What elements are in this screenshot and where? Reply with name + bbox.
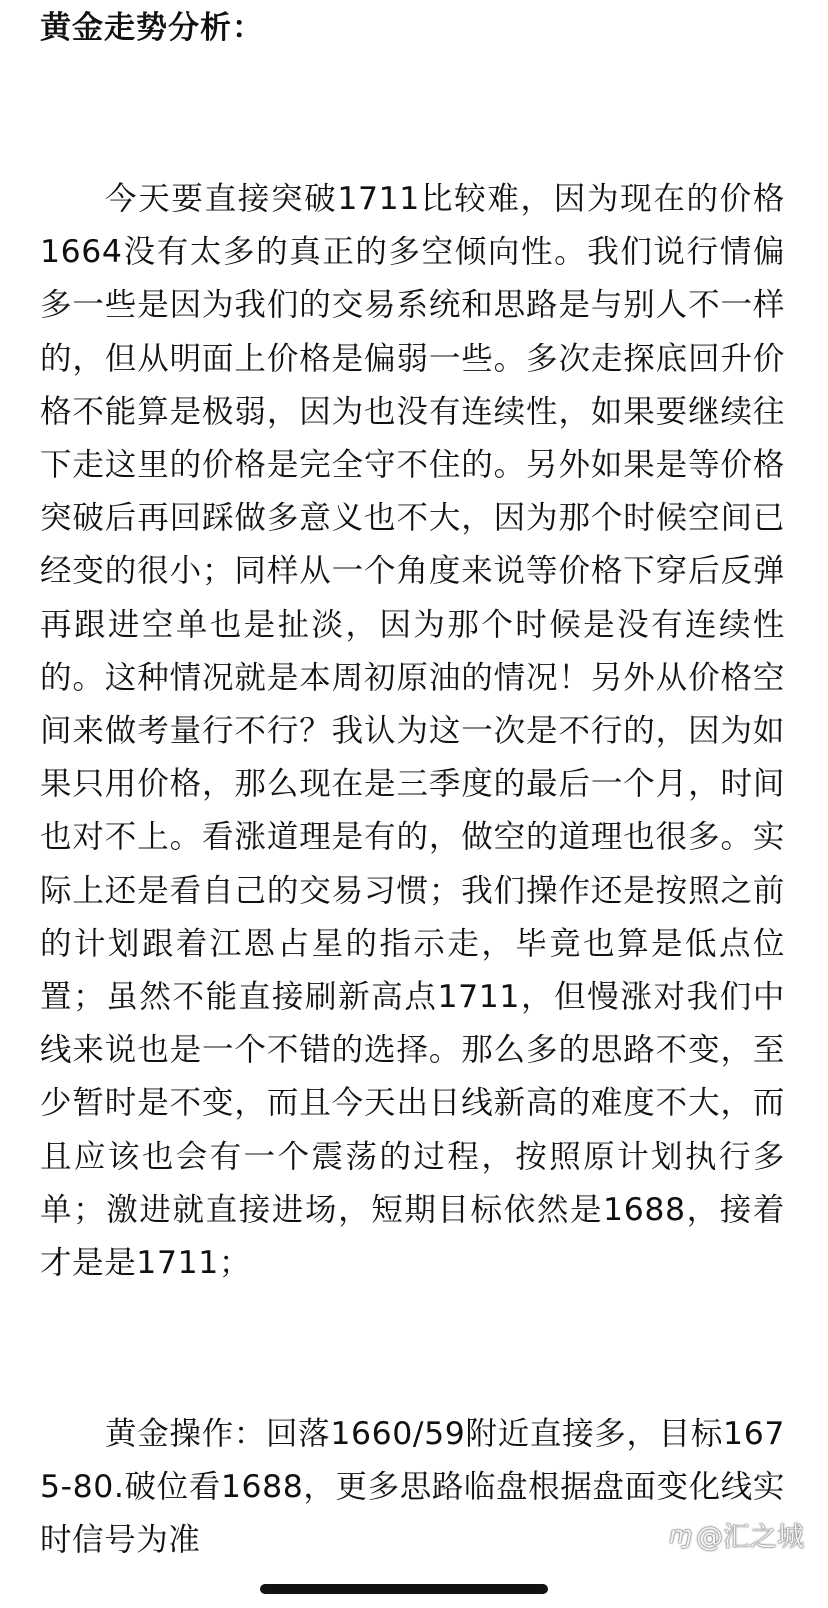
document-title: 黄金走势分析：: [40, 10, 264, 46]
analysis-paragraph: 今天要直接突破1711比较难，因为现在的价格1664没有太多的真正的多空倾向性。我们说行情偏多一些是因为我们的交易系统和思路是与别人不一样的，但从明面上价格是偏弱一些。多次走探底回升价格不能算是极弱，因为也没有连续性，如果要继续往下走这里的价格是完全守不住的。另外如果是等价格突破后再回踩做多意义也不大，因为那个时候空间已经变的很小；同样从一个角度来说等价格下穿后反弹再跟进空单也是扯淡，因为那个时候是没有连续性的。这种情况就是本周初原油的情况！另外从价格空间来做考量行不行？我认为这一次是不行的，因为如果只用价格，那么现在是三季度的最后一个月，时间也对不上。看涨道理是有的，做空的道理也很多。实际上还是看自己的交易习惯；我们操作还是按照之前的计划跟着江恩占星的指示走，毕竟也算是低点位置；虽然不能直接刷新高点1711，但慢涨对我们中线来说也是一个不错的选择。那么多的思路不变，至少暂时是不变，而且今天出日线新高的难度不大，而且应该也会有一个震荡的过程，按照原计划执行多单；激进就直接进场，短期目标依然是1688，接着才是是1711；: [40, 181, 785, 1282]
weibo-style-logo-icon: ɱ: [668, 1520, 692, 1549]
home-indicator-bar[interactable]: [260, 1584, 548, 1594]
watermark-text: @汇之城: [696, 1522, 804, 1553]
operation-paragraph: 黄金操作：回落1660/59附近直接多，目标1675-80.破位看1688，更多思路临盘根据盘面变化线实时信号为准: [40, 1416, 785, 1559]
watermark: [669, 1515, 804, 1554]
